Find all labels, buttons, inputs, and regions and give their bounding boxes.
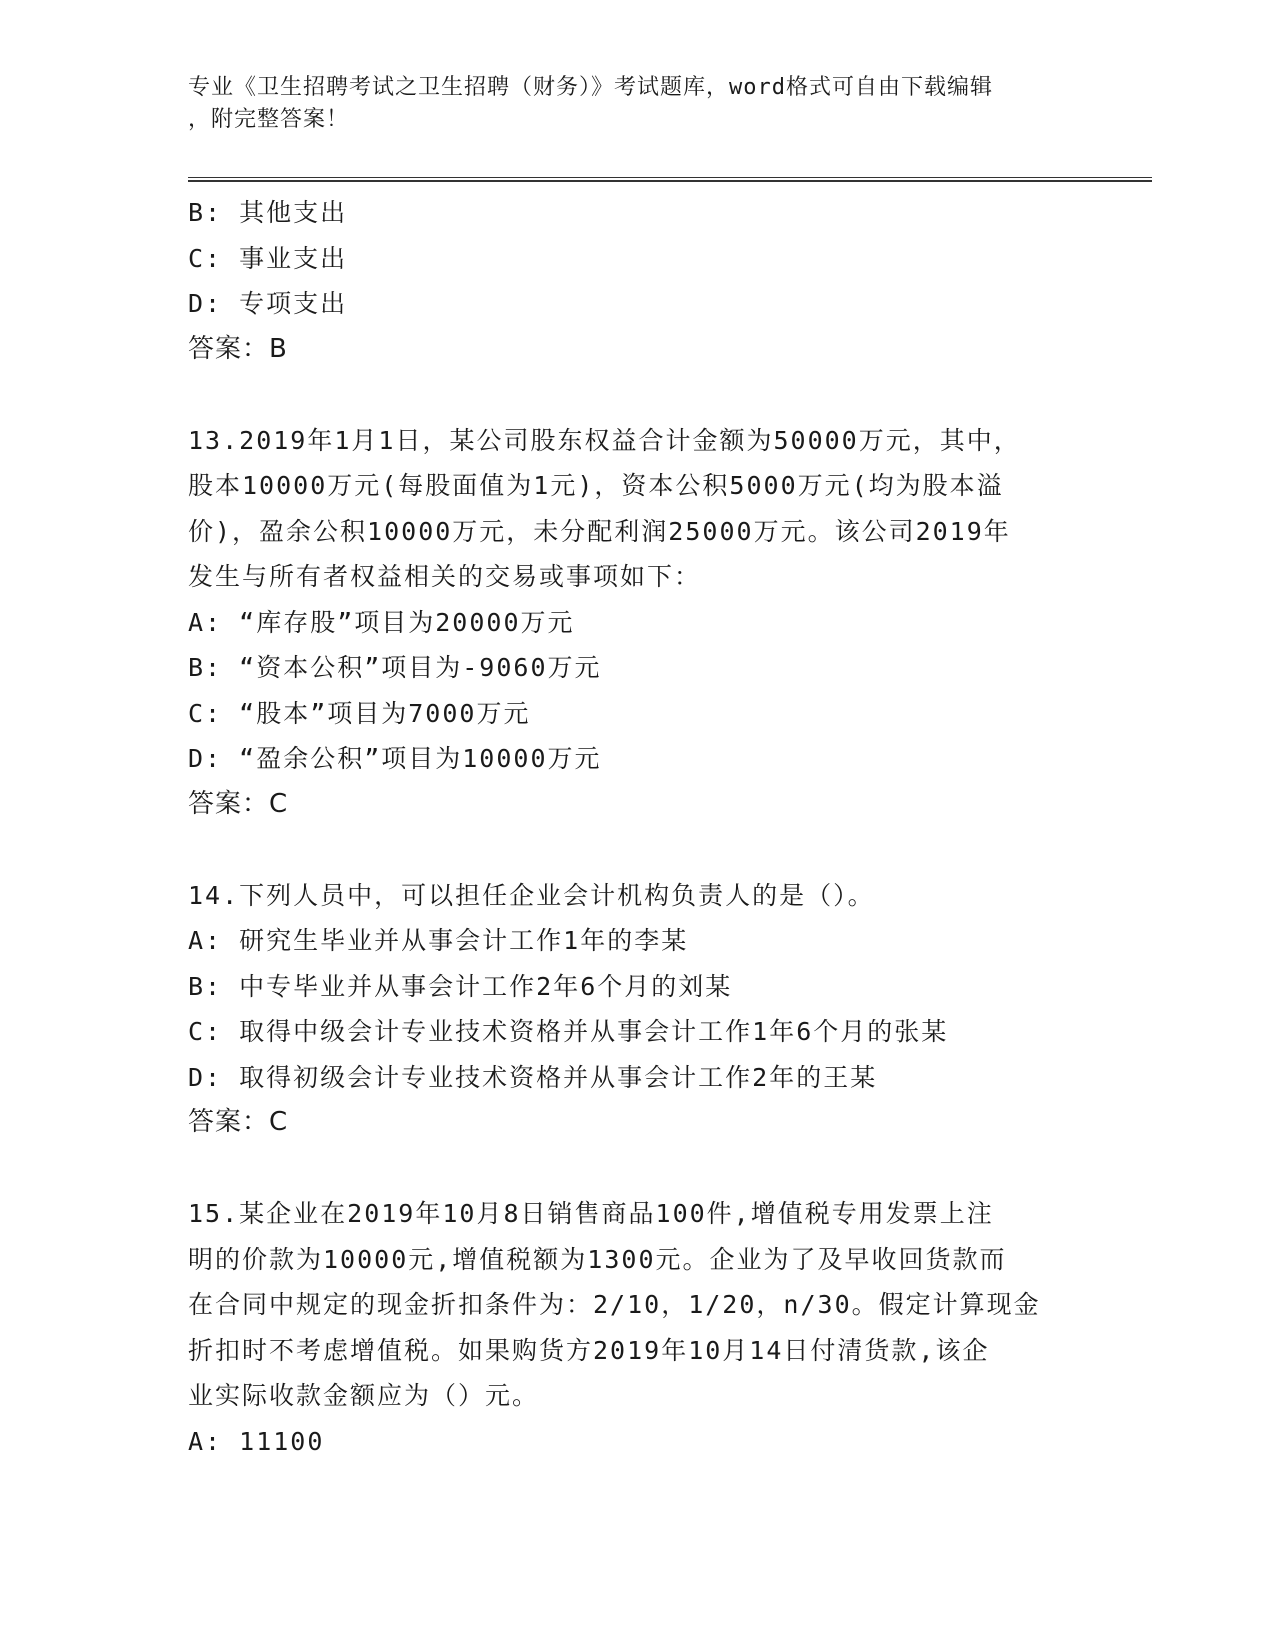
question-stem-line: 15.某企业在2019年10月8日销售商品100件,增值税专用发票上注 [188, 1199, 994, 1228]
spacer [188, 372, 1088, 418]
option-c: C: “股本”项目为7000万元 [188, 698, 531, 728]
question-stem-line: 14.下列人员中，可以担任企业会计机构负责人的是（）。 [188, 880, 875, 910]
answer-line: 答案：B [188, 333, 288, 364]
option-d: D: 专项支出 [188, 289, 348, 318]
question-14 [188, 873, 1088, 1146]
option-c: C: 取得中级会计专业技术资格并从事会计工作1年6个月的张某 [188, 1017, 949, 1046]
option-a: A: “库存股”项目为20000万元 [188, 607, 575, 637]
question-stem-line: 在合同中规定的现金折扣条件为：2/10，1/20，n/30。假定计算现金 [188, 1290, 1041, 1319]
answer-line: 答案：C [188, 1107, 289, 1137]
spacer [188, 827, 1088, 873]
question-stem-line: 股本10000万元(每股面值为1元)，资本公积5000万元(均为股本溢 [188, 471, 1004, 500]
question-stem-line: 业实际收款金额应为（）元。 [188, 1381, 540, 1410]
question-list [188, 190, 1088, 1464]
spacer [188, 1146, 1088, 1192]
option-c: C: 事业支出 [188, 243, 348, 273]
option-b: B: 其他支出 [188, 198, 348, 227]
header-line-2: ，附完整答案！ [188, 107, 350, 132]
option-b: B: “资本公积”项目为-9060万元 [188, 653, 602, 682]
question-stem-line: 折扣时不考虑增值税。如果购货方2019年10月14日付清货款,该企 [188, 1335, 990, 1365]
question-stem-line: 价)，盈余公积10000万元，未分配利润25000万元。该公司2019年 [188, 516, 1011, 546]
question-12-tail [188, 190, 1088, 372]
question-stem-line: 发生与所有者权益相关的交易或事项如下： [188, 562, 702, 591]
option-a: A: 研究生毕业并从事会计工作1年的李某 [188, 926, 689, 955]
document-header [188, 72, 1088, 136]
question-stem-line: 明的价款为10000元,增值税额为1300元。企业为了及早收回货款而 [188, 1244, 1007, 1274]
question-stem-line: 13.2019年1月1日，某公司股东权益合计金额为50000万元，其中， [188, 425, 1021, 455]
question-15 [188, 1191, 1088, 1464]
option-d: D: “盈余公积”项目为10000万元 [188, 744, 602, 773]
header-line-1: 专业《卫生招聘考试之卫生招聘（财务）》考试题库，word格式可自由下载编辑 [188, 75, 993, 100]
header-divider [188, 177, 1152, 182]
option-a: A: 11100 [188, 1426, 325, 1456]
option-b: B: 中专毕业并从事会计工作2年6个月的刘某 [188, 971, 733, 1001]
question-13 [188, 418, 1088, 828]
option-d: D: 取得初级会计专业技术资格并从事会计工作2年的王某 [188, 1062, 878, 1092]
answer-line: 答案：C [188, 788, 289, 819]
